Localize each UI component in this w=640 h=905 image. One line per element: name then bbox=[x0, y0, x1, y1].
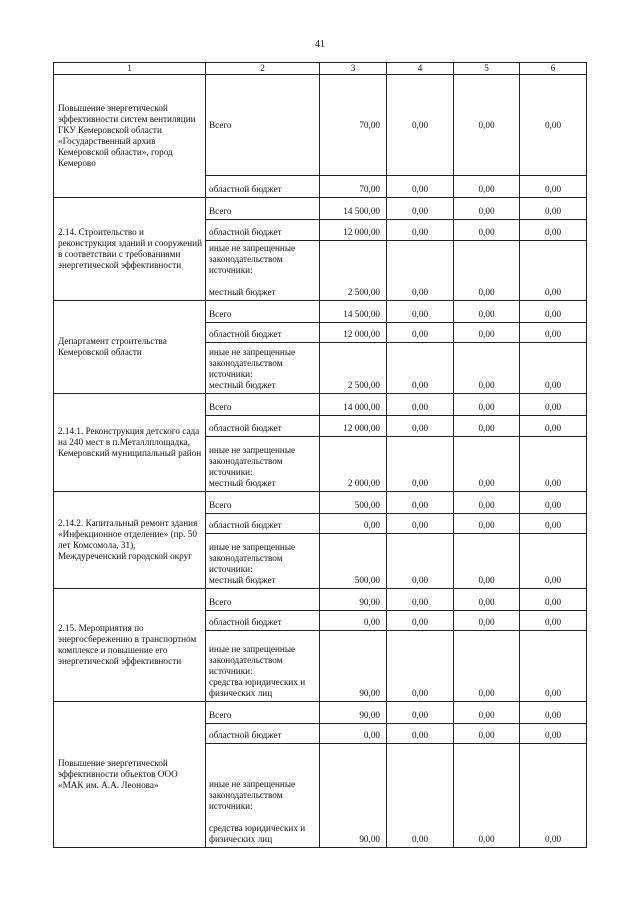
funding-source-cell: иные не запрещенные законодательством источники: средства юридических и физических лиц bbox=[206, 631, 320, 702]
value-cell: 90,00 bbox=[320, 631, 387, 702]
value-cell: 0,00 bbox=[454, 514, 520, 534]
measure-name-cell: Повышение энергетической эффективности объектов ООО «МАК им. А.А. Леонова» bbox=[54, 702, 206, 848]
value-cell: 0,00 bbox=[520, 724, 587, 744]
funding-source-cell: иные не запрещенные законодательством источники: местный бюджет bbox=[206, 241, 320, 301]
table-row bbox=[54, 301, 587, 323]
funding-source-cell: Всего bbox=[206, 589, 320, 611]
value-cell: 0,00 bbox=[454, 301, 520, 323]
value-cell: 12 000,00 bbox=[320, 416, 387, 437]
value-cell: 0,00 bbox=[520, 301, 587, 323]
value-cell: 0,00 bbox=[387, 301, 454, 323]
value-cell: 0,00 bbox=[520, 744, 587, 848]
value-cell: 0,00 bbox=[520, 198, 587, 220]
value-cell: 90,00 bbox=[320, 744, 387, 848]
funding-source-cell: областной бюджет bbox=[206, 220, 320, 241]
value-cell: 0,00 bbox=[520, 220, 587, 241]
column-header-row bbox=[54, 63, 587, 75]
value-cell: 90,00 bbox=[320, 702, 387, 724]
value-cell: 0,00 bbox=[454, 611, 520, 631]
value-cell: 0,00 bbox=[387, 323, 454, 343]
column-header: 2 bbox=[206, 63, 320, 75]
value-cell: 0,00 bbox=[454, 220, 520, 241]
value-cell: 0,00 bbox=[454, 631, 520, 702]
table-row bbox=[54, 589, 587, 611]
value-cell: 0,00 bbox=[454, 702, 520, 724]
measure-name-cell: Департамент строительства Кемеровской области bbox=[54, 301, 206, 394]
funding-source-cell: Всего bbox=[206, 198, 320, 220]
funding-source-cell: Всего bbox=[206, 702, 320, 724]
table-row bbox=[54, 492, 587, 514]
funding-source-cell: областной бюджет bbox=[206, 724, 320, 744]
value-cell: 0,00 bbox=[520, 241, 587, 301]
column-header: 3 bbox=[320, 63, 387, 75]
value-cell: 0,00 bbox=[387, 744, 454, 848]
value-cell: 0,00 bbox=[454, 744, 520, 848]
column-header: 5 bbox=[454, 63, 520, 75]
value-cell: 0,00 bbox=[387, 176, 454, 198]
funding-source-cell: Всего bbox=[206, 492, 320, 514]
column-header: 1 bbox=[54, 63, 206, 75]
value-cell: 0,00 bbox=[387, 589, 454, 611]
value-cell: 0,00 bbox=[520, 394, 587, 416]
column-header: 6 bbox=[520, 63, 587, 75]
value-cell: 2 000,00 bbox=[320, 437, 387, 492]
value-cell: 0,00 bbox=[387, 534, 454, 589]
value-cell: 14 000,00 bbox=[320, 394, 387, 416]
value-cell: 0,00 bbox=[387, 198, 454, 220]
value-cell: 0,00 bbox=[520, 589, 587, 611]
value-cell: 70,00 bbox=[320, 75, 387, 176]
value-cell: 70,00 bbox=[320, 176, 387, 198]
funding-source-cell: областной бюджет bbox=[206, 611, 320, 631]
table-row bbox=[54, 702, 587, 724]
table-row bbox=[54, 394, 587, 416]
funding-source-cell: иные не запрещенные законодательством источники: местный бюджет bbox=[206, 534, 320, 589]
funding-source-cell: областной бюджет bbox=[206, 323, 320, 343]
budget-table bbox=[53, 62, 587, 848]
value-cell: 500,00 bbox=[320, 492, 387, 514]
value-cell: 0,00 bbox=[454, 75, 520, 176]
funding-source-cell: иные не запрещенные законодательством источники: местный бюджет bbox=[206, 343, 320, 394]
value-cell: 0,00 bbox=[387, 416, 454, 437]
measure-name-cell: 2.14. Строительство и реконструкция зданий и сооружений в соответствии с требованиями энергетической эффективности bbox=[54, 198, 206, 301]
table-row bbox=[54, 75, 587, 176]
value-cell: 0,00 bbox=[387, 702, 454, 724]
measure-name-cell: 2.14.2. Капитальный ремонт здания «Инфекционное отделение» (пр. 50 лет Комсомола, 31), Междуреченский городской округ bbox=[54, 492, 206, 589]
value-cell: 0,00 bbox=[387, 631, 454, 702]
value-cell: 0,00 bbox=[387, 394, 454, 416]
page-number: 41 bbox=[315, 39, 325, 50]
value-cell: 0,00 bbox=[454, 437, 520, 492]
value-cell: 0,00 bbox=[520, 702, 587, 724]
value-cell: 0,00 bbox=[520, 75, 587, 176]
value-cell: 2 500,00 bbox=[320, 241, 387, 301]
value-cell: 0,00 bbox=[520, 631, 587, 702]
value-cell: 2 500,00 bbox=[320, 343, 387, 394]
value-cell: 0,00 bbox=[320, 611, 387, 631]
value-cell: 0,00 bbox=[520, 416, 587, 437]
value-cell: 0,00 bbox=[387, 220, 454, 241]
value-cell: 0,00 bbox=[454, 323, 520, 343]
funding-source-cell: областной бюджет bbox=[206, 176, 320, 198]
table-body bbox=[54, 63, 587, 848]
value-cell: 0,00 bbox=[320, 514, 387, 534]
value-cell: 0,00 bbox=[520, 176, 587, 198]
value-cell: 0,00 bbox=[320, 724, 387, 744]
value-cell: 14 500,00 bbox=[320, 301, 387, 323]
table-row bbox=[54, 198, 587, 220]
value-cell: 0,00 bbox=[387, 241, 454, 301]
funding-source-cell: Всего bbox=[206, 394, 320, 416]
funding-source-cell: Всего bbox=[206, 301, 320, 323]
value-cell: 0,00 bbox=[454, 534, 520, 589]
value-cell: 0,00 bbox=[454, 241, 520, 301]
value-cell: 0,00 bbox=[454, 343, 520, 394]
funding-source-cell: областной бюджет bbox=[206, 514, 320, 534]
value-cell: 0,00 bbox=[454, 416, 520, 437]
value-cell: 90,00 bbox=[320, 589, 387, 611]
value-cell: 0,00 bbox=[387, 492, 454, 514]
value-cell: 0,00 bbox=[520, 611, 587, 631]
value-cell: 0,00 bbox=[454, 198, 520, 220]
value-cell: 500,00 bbox=[320, 534, 387, 589]
value-cell: 0,00 bbox=[520, 323, 587, 343]
value-cell: 0,00 bbox=[520, 492, 587, 514]
value-cell: 0,00 bbox=[387, 514, 454, 534]
value-cell: 0,00 bbox=[454, 394, 520, 416]
value-cell: 0,00 bbox=[520, 534, 587, 589]
funding-source-cell: Всего bbox=[206, 75, 320, 176]
value-cell: 0,00 bbox=[520, 343, 587, 394]
value-cell: 0,00 bbox=[454, 492, 520, 514]
value-cell: 0,00 bbox=[387, 611, 454, 631]
measure-name-cell: 2.14.1. Реконструкция детского сада на 240 мест в п.Металлплощадка, Кемеровский муниципальный район bbox=[54, 394, 206, 492]
funding-source-cell: иные не запрещенные законодательством источники: средства юридических и физических лиц bbox=[206, 744, 320, 848]
value-cell: 0,00 bbox=[387, 343, 454, 394]
value-cell: 0,00 bbox=[520, 514, 587, 534]
value-cell: 12 000,00 bbox=[320, 220, 387, 241]
value-cell: 0,00 bbox=[454, 589, 520, 611]
value-cell: 0,00 bbox=[387, 437, 454, 492]
column-header: 4 bbox=[387, 63, 454, 75]
value-cell: 0,00 bbox=[387, 724, 454, 744]
value-cell: 0,00 bbox=[520, 437, 587, 492]
measure-name-cell: Повышение энергетической эффективности систем вентиляции ГКУ Кемеровской области «Государственный архив Кемеровской области», город Кемерово bbox=[54, 75, 206, 198]
value-cell: 0,00 bbox=[387, 75, 454, 176]
value-cell: 0,00 bbox=[454, 176, 520, 198]
funding-source-cell: иные не запрещенные законодательством источники: местный бюджет bbox=[206, 437, 320, 492]
value-cell: 0,00 bbox=[454, 724, 520, 744]
value-cell: 14 500,00 bbox=[320, 198, 387, 220]
measure-name-cell: 2.15. Мероприятия по энергосбережению в транспортном комплексе и повышение его энергетической эффективности bbox=[54, 589, 206, 702]
value-cell: 12 000,00 bbox=[320, 323, 387, 343]
funding-source-cell: областной бюджет bbox=[206, 416, 320, 437]
